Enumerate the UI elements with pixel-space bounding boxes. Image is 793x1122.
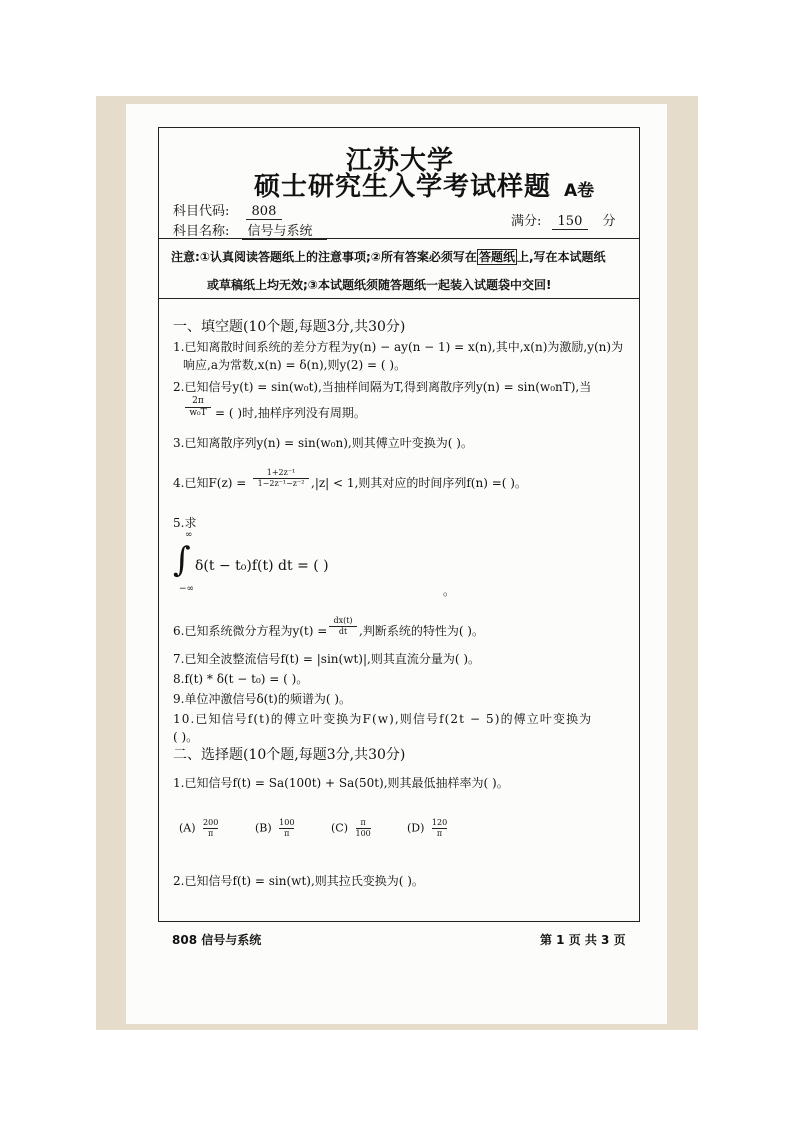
q1-line-1: 1.已知离散时间系统的差分方程为y(n) − ay(n − 1) = x(n),其中,x(n)为激励,y(n)为 (173, 340, 624, 354)
q2-frac-num: 2π (192, 396, 204, 406)
q6-frac-den: dt (329, 626, 357, 637)
q4-suffix: ,|z| < 1,则其对应的时间序列f(n) =( )。 (311, 476, 527, 490)
option-c (331, 818, 371, 839)
subject-name-row (173, 220, 327, 239)
divider (159, 298, 639, 299)
notice-line-1 (171, 248, 606, 265)
q4-prefix: 4.已知F(z) = (173, 476, 247, 490)
q1-line-2: 响应,a为常数,x(n) = δ(n),则y(2) = ( )。 (183, 358, 407, 372)
q9: 9.单位冲激信号δ(t)的频谱为( )。 (173, 692, 352, 706)
full-score-label: 满分: (511, 214, 542, 229)
notice-line-2: 或草稿纸上均无效;③本试题纸须随答题纸一起装入试题袋中交回! (207, 278, 552, 292)
subject-code-label: 科目代码: (173, 204, 230, 219)
exam-content-box (158, 127, 640, 922)
q2-line-2: = ( )时,抽样序列没有周期。 (215, 406, 366, 420)
notice-text-b: 上,写在本试题纸 (516, 250, 606, 264)
integral-sign: ∫ (173, 540, 191, 580)
section-2-heading: 二、选择题(10个题,每题3分,共30分) (173, 747, 406, 763)
notice-label: 注意: (171, 250, 200, 264)
q6-fraction (329, 616, 357, 637)
option-b-num: 100 (279, 818, 295, 827)
section-1-heading: 一、填空题(10个题,每题3分,共30分) (173, 319, 406, 335)
option-c-num: π (360, 818, 366, 827)
q5-lower-limit: −∞ (179, 584, 195, 594)
s2-q1: 1.已知信号f(t) = Sa(100t) + Sa(50t),则其最低抽样率为( )。 (173, 776, 509, 790)
footer-subject: 808 信号与系统 (172, 933, 262, 947)
q4-frac-num: 1+2z⁻¹ (266, 468, 296, 477)
option-d-den: π (432, 828, 447, 839)
divider (159, 238, 639, 239)
full-score-value: 150 (552, 214, 589, 230)
option-d-num: 120 (431, 818, 448, 827)
q5-label: 5.求 (173, 516, 197, 530)
option-b-label: (B) (255, 821, 272, 835)
q2-fraction (185, 396, 211, 419)
option-b-den: π (279, 828, 294, 839)
q5-dot: 。 (443, 584, 456, 598)
q4-frac-den: 1−2z⁻¹−z⁻² (253, 478, 309, 489)
notice-text-a: ①认真阅读答题纸上的注意事项;②所有答案必须写在 (199, 250, 477, 264)
q10-line-1: 10.已知信号f(t)的傅立叶变换为F(w),则信号f(2t − 5)的傅立叶变换为 (173, 712, 593, 726)
q2-frac-den: w₀T (185, 407, 211, 419)
paper-version: A卷 (564, 181, 595, 201)
option-c-den: 100 (355, 829, 371, 838)
q3: 3.已知离散序列y(n) = sin(w₀n),则其傅立叶变换为( )。 (173, 436, 473, 450)
subject-code-value: 808 (246, 204, 283, 220)
option-d-label: (D) (407, 821, 425, 835)
q6-suffix: ,判断系统的特性为( )。 (359, 624, 484, 638)
option-a-num: 200 (203, 818, 219, 827)
q6-prefix: 6.已知系统微分方程为y(t) = (173, 624, 328, 638)
full-score-row (511, 210, 616, 229)
university-title: 江苏大学 (345, 146, 454, 176)
option-d (407, 818, 447, 839)
q4-fraction (253, 468, 309, 489)
q2-line-1: 2.已知信号y(t) = sin(w₀t),当抽样间隔为T,得到离散序列y(n) = sin(w₀nT),当 (173, 380, 592, 394)
q5-integrand: δ(t − t₀)f(t) dt = ( ) (195, 558, 329, 574)
full-score-unit: 分 (602, 214, 616, 229)
q6-frac-num: dx(t) (333, 616, 353, 625)
option-a (179, 818, 218, 839)
subject-name-value: 信号与系统 (242, 224, 327, 240)
q7: 7.已知全波整流信号f(t) = |sin(wt)|,则其直流分量为( )。 (173, 652, 481, 666)
option-c-label: (C) (331, 821, 348, 835)
q8: 8.f(t) * δ(t − t₀) = ( )。 (173, 672, 309, 686)
option-a-den: π (203, 828, 218, 839)
subject-code-row (173, 200, 282, 219)
q10-line-2: ( )。 (173, 730, 199, 744)
answer-sheet-boxed: 答题纸 (478, 250, 515, 264)
option-b (255, 818, 294, 839)
q5-upper-limit: ∞ (185, 530, 193, 540)
s2-q2: 2.已知信号f(t) = sin(wt),则其拉氏变换为( )。 (173, 874, 424, 888)
exam-title: 硕士研究生入学考试样题 (254, 172, 552, 202)
footer-page-number: 第 1 页 共 3 页 (540, 933, 626, 947)
subject-name-label: 科目名称: (173, 224, 230, 239)
option-a-label: (A) (179, 821, 196, 835)
